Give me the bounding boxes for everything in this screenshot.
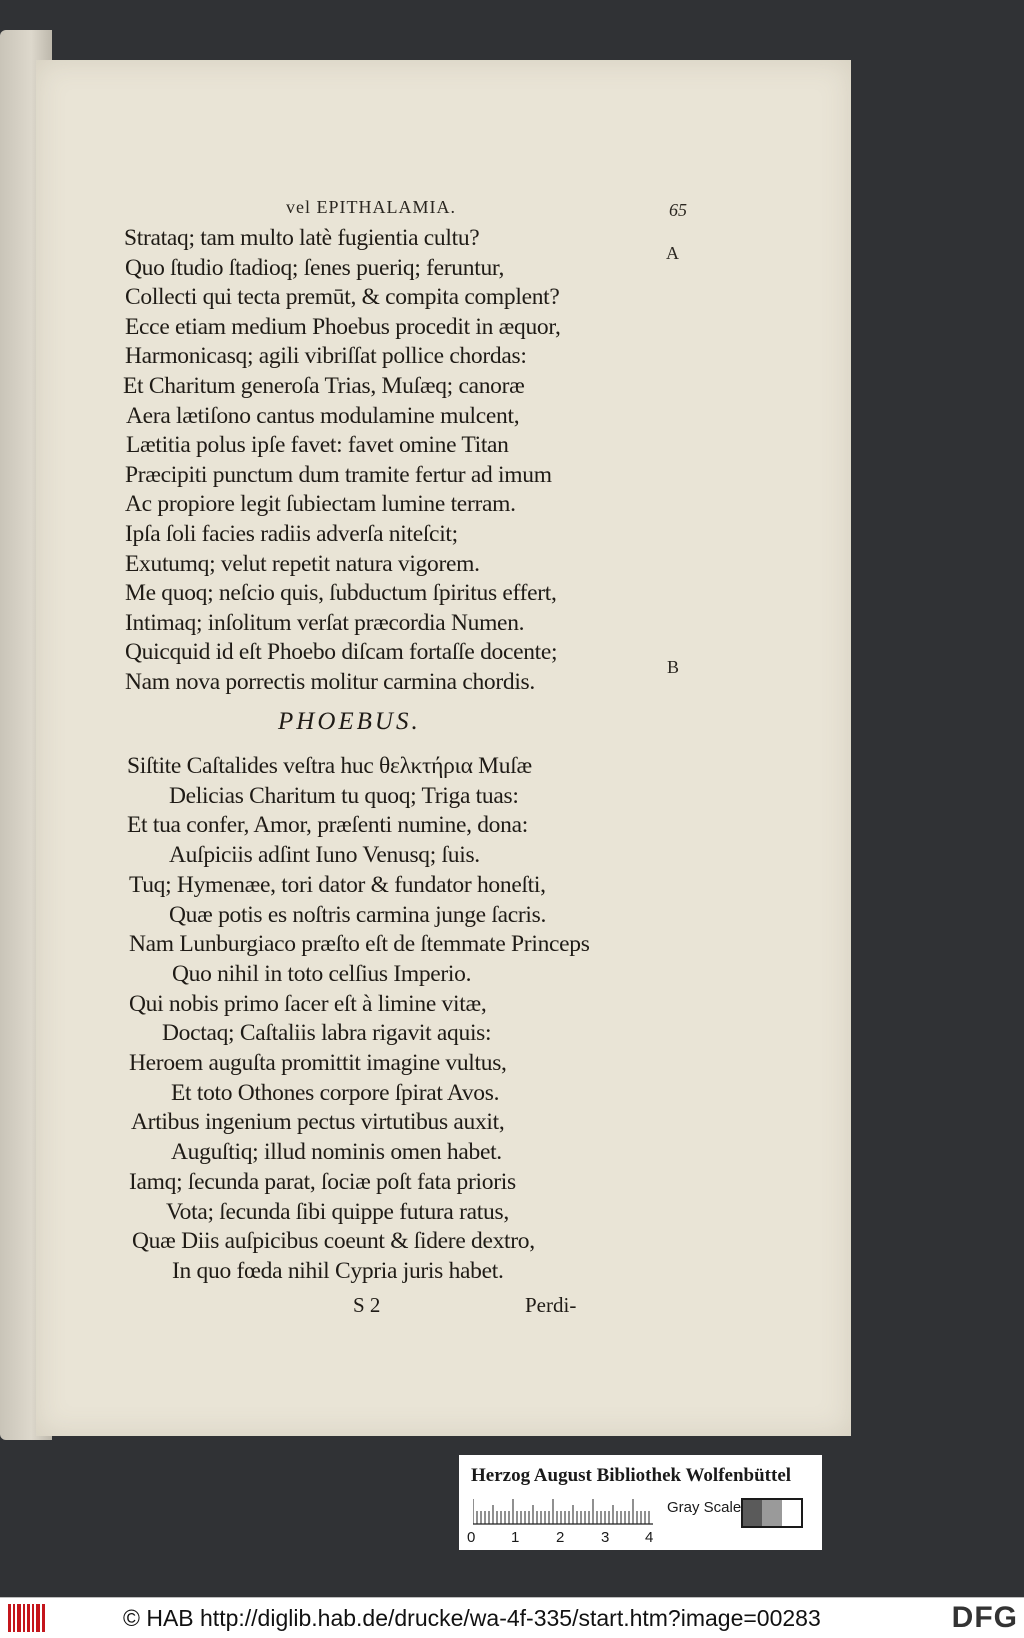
barcode-icon — [8, 1604, 46, 1632]
verse-line: Aera lætiſono cantus modulamine mulcent, — [126, 402, 520, 429]
verse-line: Et toto Othones corpore ſpirat Avos. — [171, 1079, 500, 1106]
verse-line: Quo nihil in toto celſius Imperio. — [172, 960, 472, 987]
verse-line: Collecti qui tecta premūt, & compita complent? — [125, 284, 560, 311]
book-page — [36, 60, 851, 1436]
library-name: Herzog August Bibliothek Wolfenbüttel — [471, 1465, 792, 1486]
catchword: Perdi- — [525, 1293, 577, 1317]
verse-line: Qui nobis primo ſacer eſt à limine vitæ, — [129, 990, 487, 1017]
verse-line: Auguſtiq; illud nominis omen habet. — [171, 1139, 502, 1166]
verse-line: Et tua confer, Amor, præſenti numine, dona: — [127, 812, 528, 839]
verse-line: Auſpiciis adſint Iuno Venusq; ſuis. — [169, 842, 480, 869]
ruler-number: 3 — [601, 1529, 610, 1546]
verse-line: Me quoq; neſcio quis, ſubductum ſpiritus effert, — [125, 580, 557, 607]
dfg-logo: DFG — [951, 1601, 1018, 1634]
verse-line: Harmonicasq; agili vibriſſat pollice chordas: — [125, 343, 527, 370]
verse-line: Quæ Diis auſpicibus coeunt & ſidere dextro, — [132, 1228, 535, 1255]
verse-line: Delicias Charitum tu quoq; Triga tuas: — [169, 782, 519, 809]
verse-line: Heroem auguſta promittit imagine vultus, — [129, 1050, 507, 1076]
section-title: PHOEBUS. — [278, 708, 421, 735]
verse-line: Artibus ingenium pectus virtutibus auxit, — [131, 1109, 505, 1136]
ruler-number: 4 — [645, 1529, 654, 1546]
verse-line: Præcipiti punctum dum tramite fertur ad imum — [125, 461, 552, 488]
running-head: vel EPITHALAMIA. — [286, 197, 456, 217]
ruler-scale — [473, 1495, 653, 1525]
verse-line: Tuq; Hymenæe, tori dator & fundator honeſti, — [129, 871, 546, 898]
ruler-number: 0 — [467, 1529, 476, 1546]
ruler-number: 2 — [556, 1529, 565, 1546]
verse-line: Quæ potis es noſtris carmina junge ſacris. — [169, 901, 547, 928]
verse-line: Lætitia polus ipſe favet: favet omine Titan — [126, 432, 509, 459]
verse-line: Nam Lunburgiaco præſto eſt de ſtemmate Princeps — [129, 931, 590, 958]
verse-line: Exutumq; velut repetit natura vigorem. — [125, 550, 480, 577]
verse-line: Doctaq; Caſtaliis labra rigavit aquis: — [162, 1020, 492, 1047]
verse-line: In quo fœda nihil Cypria juris habet. — [172, 1257, 504, 1284]
verse-line: Et Charitum generoſa Trias, Muſæq; canoræ — [123, 373, 525, 399]
margin-letter-a: A — [666, 243, 679, 263]
gray-scale-label: Gray Scale — [667, 1499, 742, 1516]
verse-line: Strataq; tam multo latè fugientia cultu? — [124, 225, 480, 251]
verse-line: Siſtite Caſtalides veſtra huc θελκτήρια Muſæ — [127, 753, 532, 779]
verse-line: Ecce etiam medium Phoebus procedit in æquor, — [125, 313, 561, 340]
verse-line: Vota; ſecunda ſibi quippe futura ratus, — [166, 1198, 509, 1225]
verse-line: Quicquid id eſt Phoebo diſcam fortaſſe docente; — [125, 639, 558, 666]
verse-line: Quo ſtudio ſtadioq; ſenes pueriq; feruntur, — [125, 254, 505, 281]
page-number: 65 — [669, 200, 687, 220]
verse-line: Ipſa ſoli facies radiis adverſa niteſcit; — [125, 521, 458, 547]
signature-mark: S 2 — [353, 1293, 381, 1317]
library-label — [459, 1455, 822, 1550]
ruler-numbers — [467, 1529, 667, 1547]
verse-line: Intimaq; inſolitum verſat præcordia Numen. — [125, 609, 525, 636]
verse-line: Nam nova porrectis molitur carmina chordis. — [125, 669, 535, 695]
verse-line: Iamq; ſecunda parat, ſociæ poſt fata prioris — [129, 1168, 516, 1195]
copyright-url[interactable]: © HAB http://diglib.hab.de/drucke/wa-4f-335/start.htm?image=00283 — [123, 1605, 821, 1631]
footer-bar — [0, 1597, 1024, 1638]
margin-letter-b: B — [667, 657, 680, 677]
ruler-number: 1 — [511, 1529, 520, 1546]
verse-line: Ac propiore legit ſubiectam lumine terram. — [125, 491, 516, 518]
gray-scale-swatch — [741, 1498, 803, 1528]
